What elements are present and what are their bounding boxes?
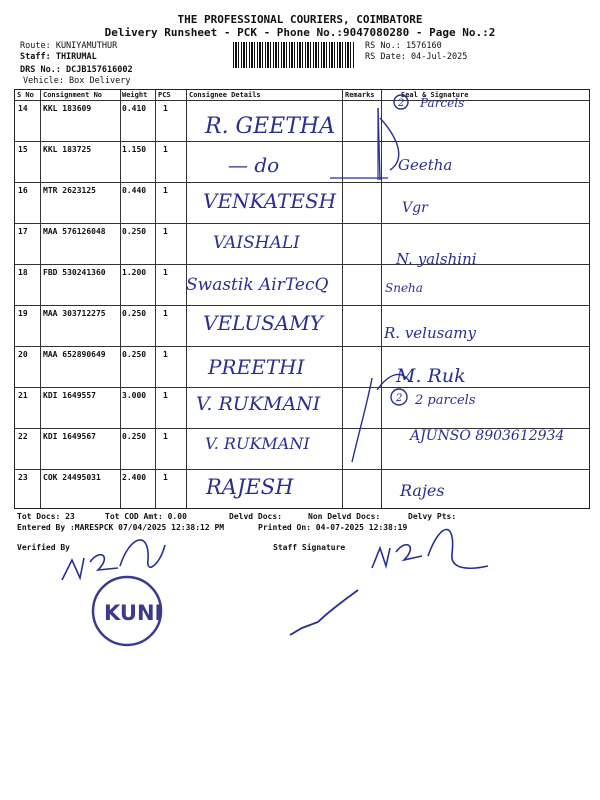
row-pcs: 1: [163, 186, 168, 195]
barcode: [233, 42, 355, 68]
signature: M. Ruk: [396, 365, 466, 387]
row-sno: 14: [18, 104, 28, 113]
row-sno: 21: [18, 391, 28, 400]
signature: Vgr: [402, 200, 428, 216]
staff-signature: [372, 529, 488, 568]
row-weight: 0.250: [122, 227, 147, 236]
row-sno: 19: [18, 309, 28, 318]
consignee-name: PREETHI: [208, 355, 305, 379]
col-consignment: Consignment No: [43, 91, 103, 99]
delivery-points: Delvy Pts:: [408, 512, 457, 521]
col-sno: S No: [17, 91, 34, 99]
route: Route: KUNIYAMUTHUR: [20, 41, 118, 51]
row-consignment: MAA 652890649: [43, 350, 106, 359]
row-weight: 0.440: [122, 186, 147, 195]
svg-text:KUNI: KUNI: [104, 601, 163, 625]
row-consignment: COK 24495031: [43, 473, 101, 482]
row-pcs: 1: [163, 145, 168, 154]
consignee-name: VAISHALI: [213, 233, 300, 253]
check-mark: [290, 590, 358, 635]
col-pcs: PCS: [158, 91, 171, 99]
row-pcs: 1: [163, 104, 168, 113]
signature: Sneha: [385, 281, 423, 295]
svg-text:2: 2: [398, 98, 405, 109]
row-sno: 16: [18, 186, 28, 195]
row-consignment: KDI 1649567: [43, 432, 96, 441]
signature: N. yalshini: [396, 250, 477, 268]
signature: R. velusamy: [384, 324, 476, 342]
row-pcs: 1: [163, 350, 168, 359]
consignee-name: RAJESH: [206, 475, 294, 499]
row-consignment: FBD 530241360: [43, 268, 106, 277]
row-weight: 0.250: [122, 432, 147, 441]
row-consignment: KKL 183725: [43, 145, 92, 154]
row-consignment: KDI 1649557: [43, 391, 96, 400]
entered-by: Entered By :MARESPCK 07/04/2025 12:38:12 PM: [17, 523, 225, 532]
total-cod: Tot COD Amt: 0.00: [105, 512, 187, 521]
row-pcs: 1: [163, 432, 168, 441]
row-consignment: KKL 183609: [43, 104, 92, 113]
signature: Rajes: [400, 481, 445, 500]
row-sno: 23: [18, 473, 28, 482]
verified-by-label: Verified By: [17, 543, 70, 552]
company-title: THE PROFESSIONAL COURIERS, COIMBATORE: [177, 13, 423, 26]
consignee-name: VENKATESH: [203, 189, 337, 213]
consignee-name: VELUSAMY: [203, 311, 323, 335]
runsheet-table: [14, 89, 590, 509]
rs-date: RS Date: 04-Jul-2025: [365, 52, 468, 62]
row-pcs: 1: [163, 473, 168, 482]
row-sno: 22: [18, 432, 28, 441]
staff-signature-label: Staff Signature: [273, 543, 346, 552]
row-sno: 15: [18, 145, 28, 154]
row-weight: 1.200: [122, 268, 147, 277]
printed-on: Printed On: 04-07-2025 12:38:19: [258, 523, 408, 532]
row-weight: 0.250: [122, 309, 147, 318]
row-sno: 17: [18, 227, 28, 236]
row-consignment: MAA 303712275: [43, 309, 106, 318]
runsheet-subtitle: Delivery Runsheet - PCK - Phone No.:9047080280 - Page No.:2: [104, 26, 496, 39]
row-pcs: 1: [163, 309, 168, 318]
row-weight: 3.000: [122, 391, 147, 400]
rs-number: RS No.: 1576160: [365, 41, 442, 51]
consignee-name: R. GEETHA: [205, 114, 335, 139]
row-weight: 1.150: [122, 145, 147, 154]
col-seal-signature: Seal & Signature: [401, 91, 469, 99]
row-pcs: 1: [163, 391, 168, 400]
row-weight: 0.410: [122, 104, 147, 113]
row-pcs: 1: [163, 227, 168, 236]
row-weight: 0.250: [122, 350, 147, 359]
non-delivered-docs: Non Delvd Docs:: [308, 512, 381, 521]
col-remarks: Remarks: [345, 91, 375, 99]
consignee-name: V. RUKMANI: [196, 393, 321, 415]
staff: Staff: THIRUMAL: [20, 52, 97, 62]
signature: AJUNSO 8903612934: [410, 428, 565, 444]
row-sno: 18: [18, 268, 28, 277]
signature: 2 parcels: [415, 393, 476, 408]
row-sno: 20: [18, 350, 28, 359]
row-weight: 2.400: [122, 473, 147, 482]
svg-text:2: 2: [396, 393, 403, 404]
row-pcs: 1: [163, 268, 168, 277]
consignee-name: V. RUKMANI: [205, 434, 310, 453]
vehicle: Vehicle: Box Delivery: [23, 76, 131, 86]
row-consignment: MAA 576126048: [43, 227, 106, 236]
row-consignment: MTR 2623125: [43, 186, 96, 195]
delivered-docs: Delvd Docs:: [229, 512, 282, 521]
col-weight: Weight: [122, 91, 148, 99]
kuni-stamp: [93, 577, 162, 645]
signature: Geetha: [398, 156, 453, 174]
col-consignee: Consignee Details: [189, 91, 261, 99]
verified-signature: [62, 540, 165, 580]
consignee-name: — do: [228, 153, 280, 177]
consignee-name: Swastik AirTecQ: [186, 275, 329, 295]
total-docs: Tot Docs: 23: [17, 512, 75, 521]
signature: Parcels: [420, 96, 465, 110]
drs-number: DRS No.: DCJB157616002: [20, 65, 133, 75]
